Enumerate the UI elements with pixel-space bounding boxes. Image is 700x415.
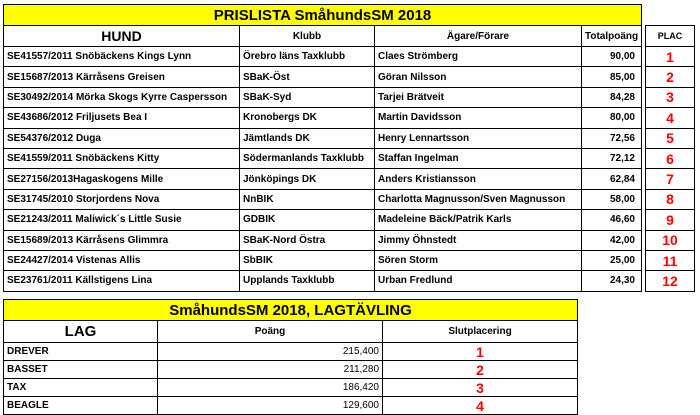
dog-name-cell: SE21243/2011 Maliwick´s Little Susie — [4, 210, 240, 230]
table-row — [4, 210, 642, 230]
dog-name-cell: SE27156/2013Hagaskogens Mille — [4, 169, 240, 189]
owner-cell: Tarjei Brätveit — [375, 87, 582, 107]
table-row — [4, 271, 642, 291]
owner-cell: Madeleine Bäck/Patrik Karls — [375, 210, 582, 230]
placement-row — [646, 250, 695, 270]
header-poang: Poäng — [158, 321, 383, 343]
placement-cell: 6 — [646, 148, 695, 168]
team-row — [4, 361, 578, 379]
placement-cell: 11 — [646, 250, 695, 270]
total-points-cell: 58,00 — [582, 189, 642, 209]
dog-name-cell: SE24427/2014 Vistenas Allis — [4, 250, 240, 270]
total-points-cell: 72,12 — [582, 148, 642, 168]
owner-cell: Göran Nilsson — [375, 67, 582, 87]
owner-cell: Henry Lennartsson — [375, 128, 582, 148]
placement-cell: 1 — [646, 47, 695, 67]
placement-cell: 2 — [646, 67, 695, 87]
placement-cell: 7 — [646, 169, 695, 189]
club-cell: Kronobergs DK — [240, 108, 375, 128]
club-cell: SBaK-Nord Östra — [240, 230, 375, 250]
table-row — [4, 189, 642, 209]
team-points-cell: 186,420 — [158, 379, 383, 397]
owner-cell: Claes Strömberg — [375, 47, 582, 67]
table-row — [4, 128, 642, 148]
club-cell: GDBIK — [240, 210, 375, 230]
owner-cell: Martin Davidsson — [375, 108, 582, 128]
table-row — [4, 47, 642, 67]
club-cell: Jämtlands DK — [240, 128, 375, 148]
placement-cell: 9 — [646, 210, 695, 230]
header-hund: HUND — [4, 26, 240, 47]
total-points-cell: 90,00 — [582, 47, 642, 67]
header-plac: PLAC — [646, 26, 695, 47]
team-row — [4, 343, 578, 361]
owner-cell: Jimmy Öhnstedt — [375, 230, 582, 250]
total-points-cell: 25,00 — [582, 250, 642, 270]
table-row — [4, 87, 642, 107]
placement-row — [646, 108, 695, 128]
dog-name-cell: SE43686/2012 Friljusets Bea I — [4, 108, 240, 128]
club-cell: NnBIK — [240, 189, 375, 209]
team-name-cell: DREVER — [4, 343, 158, 361]
team-points-cell: 215,400 — [158, 343, 383, 361]
header-slutplacering: Slutplacering — [383, 321, 578, 343]
team-placement-cell: 1 — [383, 343, 578, 361]
total-points-cell: 24,30 — [582, 271, 642, 291]
dog-name-cell: SE41559/2011 Snöbäckens Kitty — [4, 148, 240, 168]
placement-row — [646, 169, 695, 189]
team-row — [4, 379, 578, 397]
team-name-cell: BEAGLE — [4, 397, 158, 415]
total-points-cell: 85,00 — [582, 67, 642, 87]
table-row — [4, 108, 642, 128]
placement-cell: 8 — [646, 189, 695, 209]
placement-cell: 4 — [646, 108, 695, 128]
table-row — [4, 169, 642, 189]
placement-cell: 10 — [646, 230, 695, 250]
placement-cell: 3 — [646, 87, 695, 107]
dog-name-cell: SE15689/2013 Kärråsens Glimmra — [4, 230, 240, 250]
club-cell: Upplands Taxklubb — [240, 271, 375, 291]
club-cell: Södermanlands Taxklubb — [240, 148, 375, 168]
lagtavling-table — [3, 299, 578, 415]
owner-cell: Sören Storm — [375, 250, 582, 270]
table-row — [4, 250, 642, 270]
club-cell: Jönköpings DK — [240, 169, 375, 189]
dog-name-cell: SE54376/2012 Duga — [4, 128, 240, 148]
header-klubb: Klubb — [240, 26, 375, 47]
owner-cell: Staffan Ingelman — [375, 148, 582, 168]
placement-table — [645, 25, 695, 292]
dog-name-cell: SE41557/2011 Snöbäckens Kings Lynn — [4, 47, 240, 67]
placement-row — [646, 128, 695, 148]
table-row — [4, 230, 642, 250]
club-cell: SBaK-Öst — [240, 67, 375, 87]
placement-cell: 12 — [646, 271, 695, 291]
club-cell: SBaK-Syd — [240, 87, 375, 107]
prislista-title: PRISLISTA SmåhundsSM 2018 — [4, 5, 642, 26]
club-cell: Örebro läns Taxklubb — [240, 47, 375, 67]
team-name-cell: TAX — [4, 379, 158, 397]
placement-row — [646, 67, 695, 87]
placement-row — [646, 210, 695, 230]
total-points-cell: 46,60 — [582, 210, 642, 230]
table-row — [4, 67, 642, 87]
team-name-cell: BASSET — [4, 361, 158, 379]
dog-name-cell: SE23761/2011 Källstigens Lina — [4, 271, 240, 291]
team-placement-cell: 2 — [383, 361, 578, 379]
team-points-cell: 129,600 — [158, 397, 383, 415]
dog-name-cell: SE30492/2014 Mörka Skogs Kyrre Caspersson — [4, 87, 240, 107]
total-points-cell: 84,28 — [582, 87, 642, 107]
total-points-cell: 62,84 — [582, 169, 642, 189]
prislista-table — [3, 4, 642, 292]
header-agare: Ägare/Förare — [375, 26, 582, 47]
owner-cell: Charlotta Magnusson/Sven Magnusson — [375, 189, 582, 209]
table-row — [4, 148, 642, 168]
dog-name-cell: SE15687/2013 Kärråsens Greisen — [4, 67, 240, 87]
club-cell: SbBIK — [240, 250, 375, 270]
total-points-cell: 72,56 — [582, 128, 642, 148]
team-points-cell: 211,280 — [158, 361, 383, 379]
header-total: Totalpoäng — [582, 26, 642, 47]
dog-name-cell: SE31745/2010 Storjordens Nova — [4, 189, 240, 209]
team-placement-cell: 4 — [383, 397, 578, 415]
placement-row — [646, 271, 695, 291]
header-lag: LAG — [4, 321, 158, 343]
total-points-cell: 42,00 — [582, 230, 642, 250]
owner-cell: Urban Fredlund — [375, 271, 582, 291]
placement-row — [646, 148, 695, 168]
owner-cell: Anders Kristiansson — [375, 169, 582, 189]
placement-row — [646, 87, 695, 107]
placement-row — [646, 230, 695, 250]
placement-row — [646, 189, 695, 209]
placement-row — [646, 47, 695, 67]
total-points-cell: 80,00 — [582, 108, 642, 128]
placement-cell: 5 — [646, 128, 695, 148]
lagtavling-title: SmåhundsSM 2018, LAGTÄVLING — [4, 300, 578, 321]
team-placement-cell: 3 — [383, 379, 578, 397]
